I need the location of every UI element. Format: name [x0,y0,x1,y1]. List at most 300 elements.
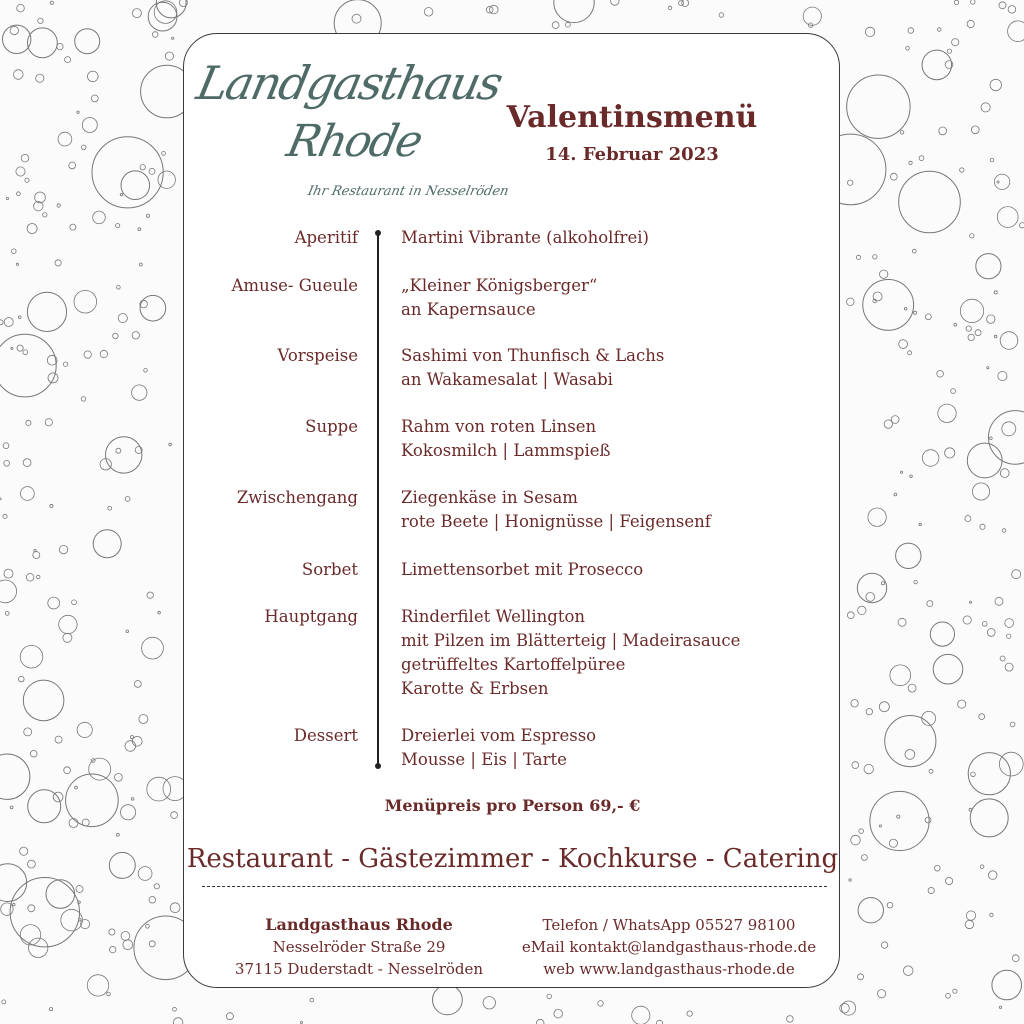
bubble [881,942,887,948]
bubble [997,207,1018,228]
bubble [50,504,53,507]
bubble [117,833,120,836]
bubble [890,665,911,686]
bubble [59,545,67,553]
bubble [352,14,361,23]
bubble [70,224,76,230]
bubble [965,516,971,522]
bubble [226,1013,233,1020]
dish-line: an Wakamesalat | Wasabi [401,370,613,389]
bubble [23,350,28,355]
bubble [165,52,173,60]
bubble [148,2,177,31]
bubble [140,165,145,170]
bubble [988,871,997,880]
course-label: Suppe [305,417,358,436]
bubble [859,829,864,834]
bubble [36,575,40,579]
bubble [908,28,914,34]
bubble [0,754,30,799]
bubble [3,25,31,53]
bubble [18,316,21,319]
bubble [1005,619,1014,628]
bubble [904,307,907,310]
bubble [33,552,40,559]
bubble [980,524,985,529]
bubble [1005,663,1013,671]
bubble [72,600,77,605]
bubble [100,459,111,470]
bubble [310,998,314,1002]
bubble [928,887,934,893]
bubble [28,790,61,823]
bubble [3,443,9,449]
bubble [971,126,979,134]
bubble [925,817,931,823]
bubble [926,314,932,320]
bubble [870,791,929,850]
bubble [38,18,43,23]
bubble [935,865,941,871]
bubble [126,630,129,633]
bubble [987,315,995,323]
bubble [75,786,78,789]
dish-line: Martini Vibrante (alkoholfrei) [401,228,649,247]
bubble [149,168,155,174]
bubble [4,569,13,578]
bubble [933,654,963,684]
bubble [149,896,156,903]
bubble [856,255,860,259]
contact-block [519,914,819,980]
bubble [919,523,921,525]
bubble [999,1006,1001,1008]
bubble [968,334,974,340]
bubble [632,1006,650,1024]
bubble [912,249,916,253]
bubble [10,878,79,947]
bubble [138,867,152,881]
bubble [908,684,916,692]
bubble [147,592,153,598]
bubble [87,975,108,996]
bubble [967,443,1002,478]
bubble [937,371,944,378]
course-label: Vorspeise [277,346,358,365]
bubble [803,7,821,25]
bubble [0,334,56,397]
dish-line: rote Beete | Honignüsse | Feigensenf [401,512,711,531]
course-dishes [401,226,649,250]
bubble [536,1019,544,1024]
bubble [987,629,995,637]
bubble [50,1008,53,1011]
course-label: Zwischengang [236,488,358,507]
bubble [0,580,17,603]
bubble [851,700,858,707]
bubble [110,946,116,952]
bubble [149,941,155,947]
bubble [162,152,166,156]
course-dishes [401,344,664,392]
bubble [69,162,76,169]
bubble [967,20,974,27]
bubble [69,819,78,828]
contact-phone: Telefon / WhatsApp 05527 98100 [542,916,796,934]
bubble [134,681,141,688]
bubble [990,79,1001,90]
bubble [969,808,972,811]
bubble [990,158,993,161]
bubble [976,254,1001,279]
bubble [424,8,433,17]
bubble [862,855,868,861]
dish-line: Rinderfilet Wellington [401,607,586,626]
bubble [953,989,957,993]
bubble [1008,6,1016,14]
bubble [848,180,853,185]
bubble [17,345,23,351]
bubble [960,299,983,322]
bubble [66,774,119,827]
bubble [847,298,855,306]
menu-title: Valentinsmenü [506,100,758,135]
bubble [5,612,9,616]
logo-tagline: Ihr Restaurant in Nesselröden [306,184,511,199]
bubble [27,224,37,234]
bubble [28,860,36,868]
bubble [23,680,64,721]
bubble [131,798,134,801]
dish-line: Dreierlei vom Espresso [401,726,597,745]
bubble [970,234,974,238]
bubble [107,992,111,996]
bubble [1008,21,1024,42]
bubble [966,911,975,920]
bubble [146,924,150,928]
bubble [118,314,127,323]
bubble [922,50,952,80]
bubble [896,543,921,568]
bubble [169,443,172,446]
bubble [946,993,951,998]
bubble [63,633,72,642]
bubble [132,385,147,400]
bubble [28,28,58,58]
bubble [93,211,106,224]
bubble [46,880,75,909]
bubble [125,741,136,752]
bubble [891,416,899,424]
bubble [154,1,177,24]
bubble [1002,529,1006,533]
dish-line: „Kleiner Königsberger“ [401,276,598,295]
bubble [890,173,897,180]
services-line: Restaurant - Gästezimmer - Kochkurse - Catering [186,844,839,874]
address-street: Nesselröder Straße 29 [272,938,446,956]
bubble [873,292,882,301]
bubble [938,404,956,422]
bubble [142,637,164,659]
bubble [173,1007,177,1011]
bubble [990,437,993,440]
bubble [938,28,942,32]
bubble [115,773,123,781]
bubble [972,483,989,500]
bubble [170,903,180,913]
bubble [138,228,141,231]
bubble [139,715,148,724]
divider-bottom-dot [375,763,381,769]
bubble [120,193,122,195]
bubble [93,530,121,558]
bubble [154,884,159,889]
divider-top-dot [375,230,381,236]
bubble [146,214,149,217]
bubble [975,330,981,336]
bubble [901,471,903,473]
logo-line-1: Landgasthaus [192,56,507,110]
bubble [24,728,32,736]
bubble [10,806,13,809]
bubble [908,351,912,355]
bubble [13,70,23,80]
bubble [906,47,910,51]
bubble [26,574,34,582]
bubble [880,270,888,278]
bubble [4,460,10,466]
bubble [106,437,142,473]
bubble [117,286,121,290]
dashed-divider [202,886,827,887]
bubble [17,192,21,196]
dish-line: Ziegenkäse in Sesam [401,488,578,507]
bubble [992,970,1022,1000]
bubble [971,0,976,4]
bubble [483,997,495,1009]
bubble [116,448,121,453]
bubble [910,475,913,478]
bubble [947,49,951,53]
bubble [12,249,17,254]
bubble [1000,469,1009,478]
dish-line: Limettensorbet mit Prosecco [401,560,644,579]
bubble [552,22,559,29]
bubble [123,940,133,950]
bubble [997,181,999,183]
dish-line: mit Pilzen im Blätterteig | Madeirasauce [401,631,741,650]
bubble [158,611,161,614]
bubble [930,622,954,646]
bubble [787,1016,794,1023]
bubble [77,722,92,737]
bubble [939,127,947,135]
bubble [20,847,28,855]
bubble [139,263,142,266]
contact-web[interactable]: web www.landgasthaus-rhode.de [543,960,795,978]
course-dishes [401,415,611,463]
bubble [979,714,985,720]
bubble [1000,332,1018,350]
bubble [1007,634,1011,638]
bubble [951,389,956,394]
bubble [970,601,972,603]
dish-line: Kokosmilch | Lammspieß [401,441,611,460]
course-dishes [401,486,711,534]
bubble [865,27,874,36]
bubble [965,920,973,928]
bubble [77,111,79,113]
dish-line: getrüffeltes Kartoffelpüree [401,655,626,674]
bubble [857,573,886,602]
course-label: Hauptgang [264,607,358,626]
bubble [999,2,1006,9]
bubble [35,192,46,203]
bubble [858,606,866,614]
bubble [970,799,1008,837]
bubble [960,168,964,172]
bubble [55,736,62,743]
bubble [851,835,861,845]
bubble [866,593,875,602]
bubble [121,805,136,820]
bubble [147,777,171,801]
bubble [966,326,971,331]
bubble [922,450,939,467]
bubble [28,905,35,912]
bubble [929,769,933,773]
bubble [48,373,58,383]
bubble [905,750,915,760]
bubble [89,758,111,780]
bubble [1000,656,1005,661]
bubble [914,580,917,583]
bubble [20,645,43,668]
bubble [130,736,133,739]
bubble [679,1,684,6]
bubble [17,4,25,12]
bubble [59,615,77,633]
bubble [121,932,130,941]
address-city: 37115 Duderstadt - Nesselröden [234,960,484,978]
bubble [43,213,47,217]
bubble [864,764,873,773]
bubble [919,156,924,161]
bubble [125,497,130,502]
menu-card [183,33,840,988]
bubble [958,700,966,708]
bubble [10,26,18,34]
bubble [894,493,897,496]
restaurant-logo [192,44,522,224]
bubble [847,75,910,138]
bubble [84,351,91,358]
bubble [913,311,916,314]
bubble [994,291,997,294]
bubble [981,103,990,112]
bubble [668,6,671,9]
bubble [868,508,886,526]
bubble [48,597,60,609]
menu-date: 14. Februar 2023 [545,144,719,165]
dish-line: Sashimi von Thunfisch & Lachs [401,346,665,365]
bubble [172,37,174,39]
bubble [113,333,118,338]
bubble [1002,422,1016,436]
dish-line: Mousse | Eis | Tarte [401,750,567,769]
bubble [55,260,61,266]
bubble [566,22,571,27]
bubble [946,877,953,884]
menu-price: Menüpreis pro Person 69,- € [384,796,641,815]
bubble [852,762,859,769]
bubble [64,767,71,774]
bubble [980,865,984,869]
bubble [100,350,107,357]
bubble [990,913,993,916]
bubble [945,448,955,458]
bubble [954,0,958,4]
dish-line: Rahm von roten Linsen [401,417,597,436]
bubble [50,1,53,4]
bubble [121,171,150,200]
bubble [108,506,112,510]
bubble [3,514,7,518]
bubble [878,990,886,998]
bubble [611,0,619,5]
contact-email[interactable]: eMail kontakt@landgasthaus-rhode.de [521,938,817,956]
bubble [16,263,18,265]
bubble [300,1021,302,1023]
bubble [598,1001,604,1007]
course-label: Sorbet [301,560,358,579]
bubble [173,1018,182,1024]
bubble [2,1000,6,1004]
dish-line: an Kapernsauce [401,300,536,319]
course-dishes [401,724,596,772]
logo-line-2: Rhode [282,116,426,167]
course-label: Amuse- Gueule [231,276,358,295]
course-dishes [401,605,740,701]
bubble [74,290,97,313]
bubble [58,132,72,146]
bubble [858,974,864,980]
bubble [887,902,893,908]
bubble [88,71,99,82]
bubble [1020,223,1024,228]
bubble [927,601,933,607]
bubble [994,335,997,338]
bubble [899,340,908,349]
bubble [879,825,881,827]
bubble [0,320,3,325]
bubble [656,1020,662,1024]
course-dishes [401,558,643,582]
bubble [963,616,971,624]
address-block [224,914,494,980]
bubble [4,318,13,327]
bubble [909,161,912,164]
bubble [30,750,37,757]
bubble [971,772,976,777]
bubble [19,676,25,682]
bubble [81,397,86,402]
bubble [547,994,552,999]
bubble [65,57,71,63]
bubble [847,612,854,619]
bubble [25,178,29,182]
bubble [863,280,914,331]
